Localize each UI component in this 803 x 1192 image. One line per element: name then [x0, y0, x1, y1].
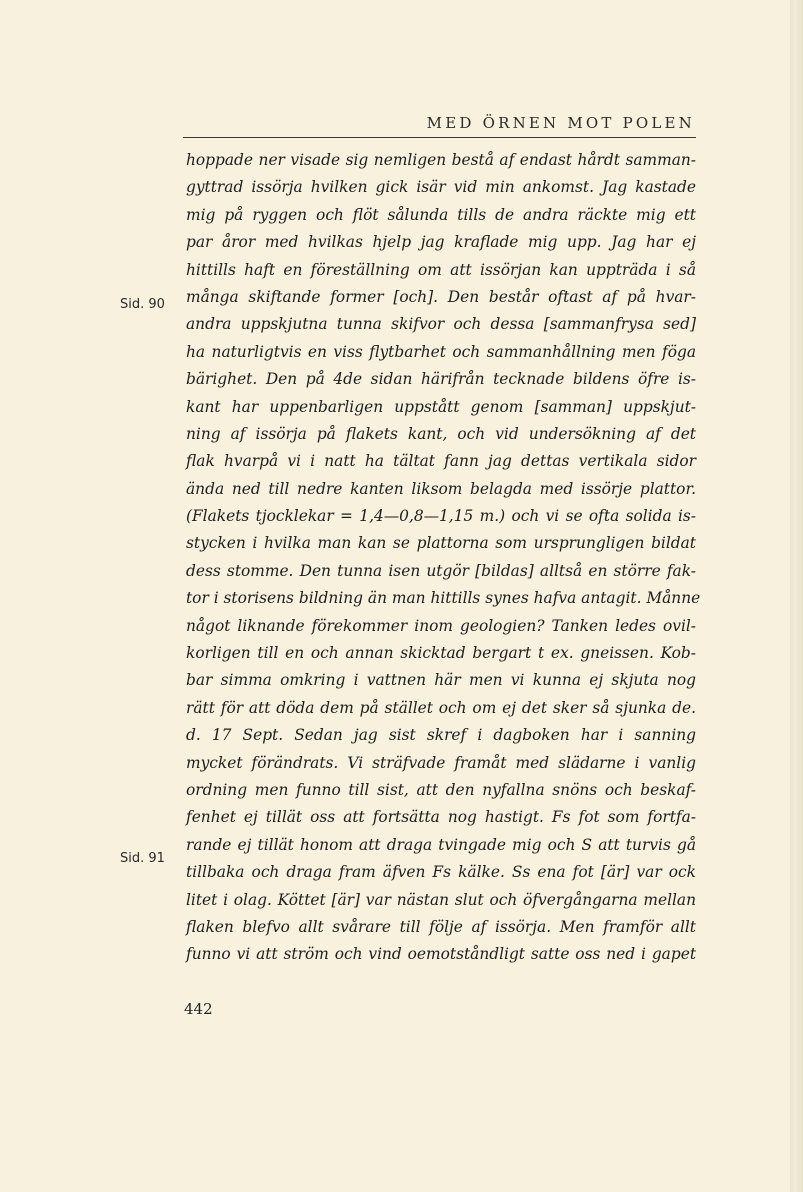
- running-header: MED ÖRNEN MOT POLEN: [426, 114, 695, 132]
- text-line: ha naturligtvis en viss flytbarhet och sammanhållning men föga: [186, 342, 696, 361]
- body-text: [186, 147, 701, 969]
- margin-note-sid-90: Sid. 90: [120, 297, 165, 312]
- text-line: d. 17 Sept. Sedan jag sist skref i dagboken har i sanning: [186, 726, 696, 745]
- text-line: hittills haft en föreställning om att issörjan kan uppträda i så: [186, 260, 696, 279]
- text-line: fenhet ej tillät oss att fortsätta nog hastigt. Fs fot som fortfa-: [186, 808, 696, 827]
- text-line: rätt för att döda dem på stället och om ej det sker så sjunka de.: [186, 698, 696, 717]
- text-line: (Flakets tjocklekar = 1,4—0,8—1,15 m.) och vi se ofta solida is-: [186, 507, 696, 526]
- margin-note-sid-91: Sid. 91: [120, 851, 165, 866]
- header-rule: [183, 137, 696, 138]
- page-number: 442: [184, 1000, 213, 1018]
- text-line: tillbaka och draga fram äfven Fs kälke. Ss ena fot [är] var ock: [186, 863, 696, 882]
- text-line: litet i olag. Köttet [är] var nästan slut och öfvergångarna mellan: [186, 890, 696, 909]
- text-line: funno vi att ström och vind oemotståndligt satte oss ned i gapet: [186, 945, 696, 964]
- text-line: stycken i hvilka man kan se plattorna som ursprungligen bildat: [186, 534, 696, 553]
- text-line: bärighet. Den på 4de sidan härifrån tecknade bildens öfre is-: [186, 370, 696, 389]
- text-line: rande ej tillät honom att draga tvingade mig och S att turvis gå: [186, 835, 696, 854]
- text-line: andra uppskjutna tunna skifvor och dessa [sammanfrysa sed]: [186, 315, 696, 334]
- text-line: ning af issörja på flakets kant, och vid undersökning af det: [186, 424, 696, 443]
- text-line: många skiftande former [och]. Den består oftast af på hvar-: [186, 287, 696, 306]
- text-line: tor i storisens bildning än man hittills synes hafva antagit. Månne: [186, 589, 701, 608]
- text-line: gyttrad issörja hvilken gick isär vid min ankomst. Jag kastade: [186, 178, 696, 197]
- text-line: något liknande förekommer inom geologien? Tanken ledes ovil-: [186, 616, 696, 635]
- text-line: mig på ryggen och flöt sålunda tills de andra räckte mig ett: [186, 205, 696, 224]
- text-line: ordning men funno till sist, att den nyfallna snöns och beskaf-: [186, 780, 696, 799]
- text-line: flaken blefvo allt svårare till följe af issörja. Men framför allt: [186, 917, 696, 936]
- text-line: mycket förändrats. Vi sträfvade framåt med slädarne i vanlig: [186, 753, 696, 772]
- text-line: kant har uppenbarligen uppstått genom [samman] uppskjut-: [186, 397, 696, 416]
- text-line: par åror med hvilkas hjelp jag kraflade mig upp. Jag har ej: [186, 233, 696, 252]
- text-line: hoppade ner visade sig nemligen bestå af endast hårdt samman-: [186, 151, 696, 169]
- text-line: ända ned till nedre kanten liksom belagda med issörje plattor.: [186, 479, 696, 498]
- text-line: dess stomme. Den tunna isen utgör [bildas] alltså en större fak-: [186, 561, 696, 580]
- text-line: korligen till en och annan skicktad bergart t ex. gneissen. Kob-: [186, 644, 696, 663]
- page-edge: [790, 0, 803, 1192]
- text-line: bar simma omkring i vattnen här men vi kunna ej skjuta nog: [186, 671, 696, 690]
- text-line: flak hvarpå vi i natt ha tältat fann jag dettas vertikala sidor: [186, 452, 696, 471]
